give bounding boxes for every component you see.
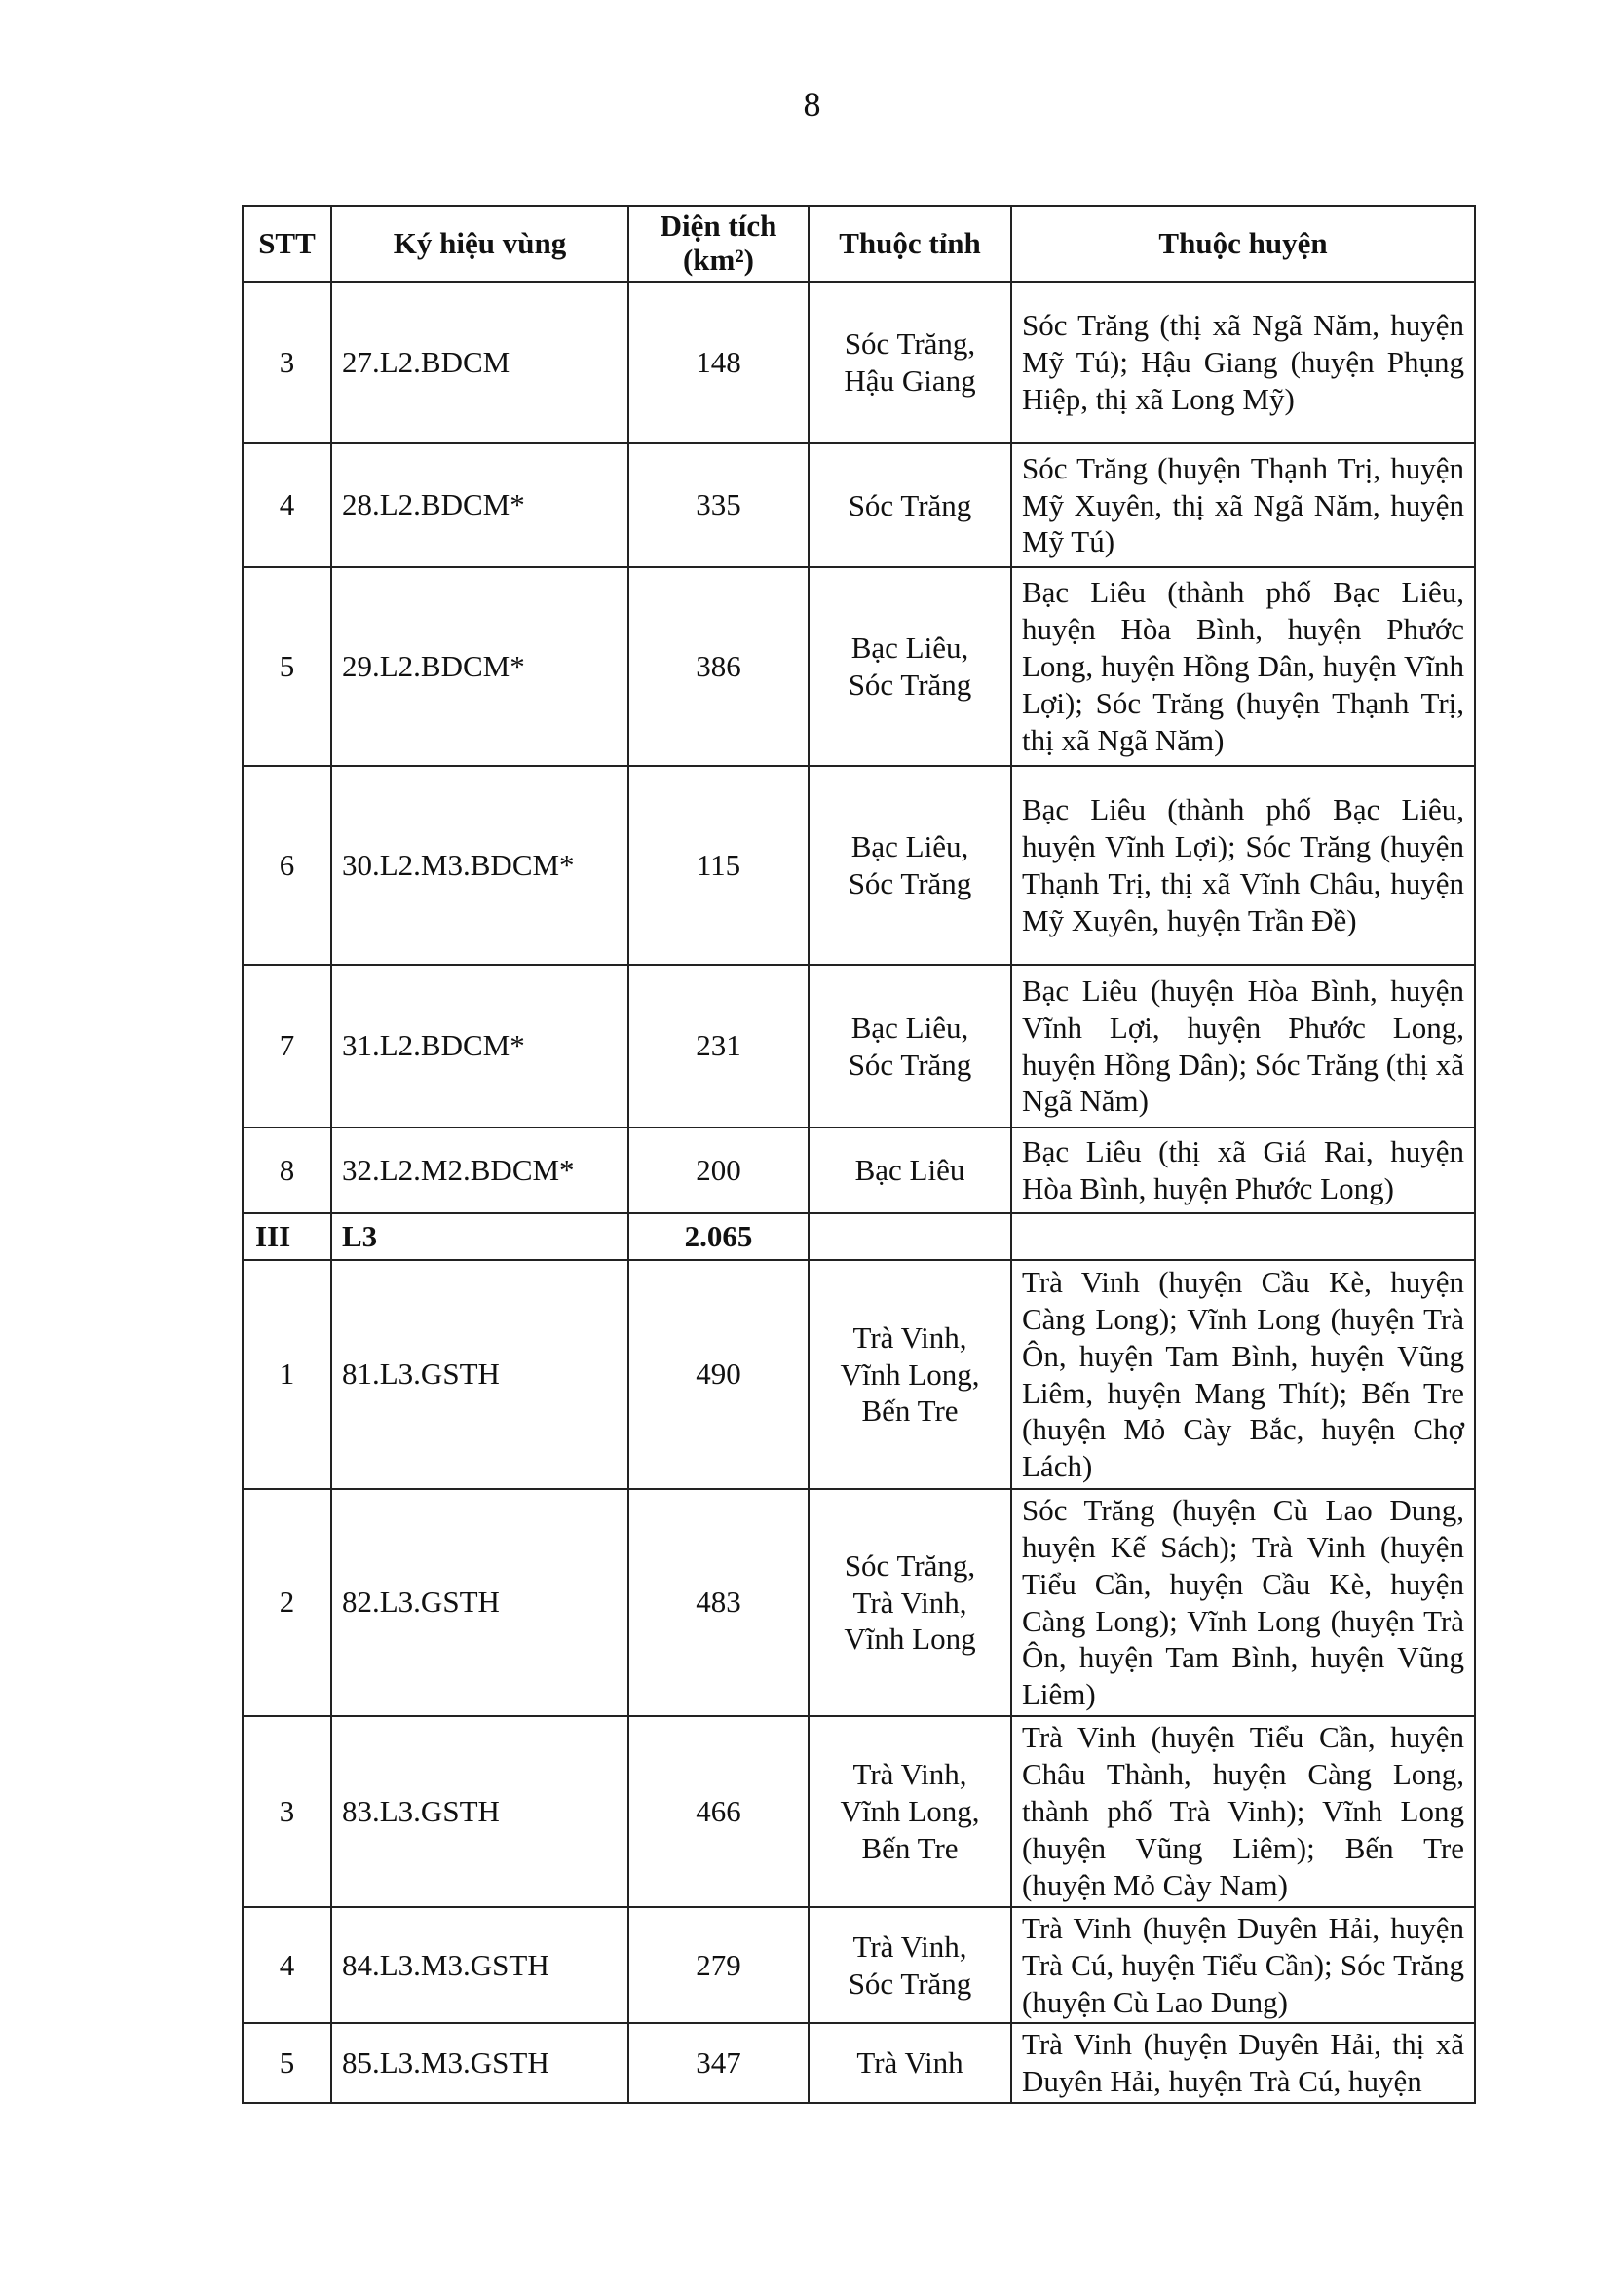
table-row: [243, 443, 1475, 567]
header-province: Thuộc tỉnh: [809, 206, 1011, 282]
table-row: [243, 1489, 1475, 1716]
page-number: 8: [803, 85, 821, 124]
cell-stt: 5: [243, 567, 331, 766]
cell-district: Trà Vinh (huyện Tiểu Cần, huyện Châu Thành, huyện Càng Long, thành phố Trà Vinh); Vĩnh Long (huyện Vũng Liêm); Bến Tre (huyện Mỏ Cày Nam): [1011, 1716, 1475, 1907]
cell-zone-code: 30.L2.M3.BDCM*: [331, 766, 628, 965]
cell-district: Bạc Liêu (huyện Hòa Bình, huyện Vĩnh Lợi, huyện Phước Long, huyện Hồng Dân); Sóc Trăng (thị xã Ngã Năm): [1011, 965, 1475, 1127]
province-line: Vĩnh Long: [844, 1622, 976, 1657]
cell-area: 483: [628, 1489, 809, 1716]
cell-stt: 3: [243, 282, 331, 443]
province-line: Vĩnh Long,: [840, 1794, 980, 1829]
cell-district: Trà Vinh (huyện Cầu Kè, huyện Càng Long); Vĩnh Long (huyện Trà Ôn, huyện Tam Bình, huyện Vũng Liêm, huyện Mang Thít); Bến Tre (huyện Mỏ Cày Bắc, huyện Chợ Lách): [1011, 1260, 1475, 1489]
province-line: Sóc Trăng,: [844, 1548, 976, 1583]
province-line: Bạc Liêu,: [850, 829, 969, 864]
province-line: Trà Vinh,: [852, 1585, 967, 1620]
cell-zone-code: 83.L3.GSTH: [331, 1716, 628, 1907]
province-line: Trà Vinh: [856, 2045, 963, 2081]
section-area: 2.065: [628, 1213, 809, 1260]
cell-area: 200: [628, 1127, 809, 1213]
cell-stt: 3: [243, 1716, 331, 1907]
table-row: [243, 965, 1475, 1127]
cell-district: Bạc Liêu (thành phố Bạc Liêu, huyện Hòa Bình, huyện Phước Long, huyện Hồng Dân, huyện Vĩnh Lợi); Sóc Trăng (huyện Thạnh Trị, thị xã Ngã Năm): [1011, 567, 1475, 766]
cell-zone-code: 81.L3.GSTH: [331, 1260, 628, 1489]
table-row: [243, 766, 1475, 965]
header-area: Diện tích (km²): [628, 206, 809, 282]
province-line: Trà Vinh,: [852, 1929, 967, 1964]
cell-stt: 4: [243, 443, 331, 567]
province-line: Bến Tre: [861, 1394, 959, 1429]
cell-province: [809, 1907, 1011, 2023]
cell-province: [809, 1716, 1011, 1907]
table-row: [243, 1127, 1475, 1213]
province-line: Sóc Trăng: [848, 1966, 972, 2001]
cell-province: [809, 766, 1011, 965]
cell-area: 335: [628, 443, 809, 567]
cell-stt: 1: [243, 1260, 331, 1489]
cell-stt: 8: [243, 1127, 331, 1213]
cell-area: 490: [628, 1260, 809, 1489]
table-row: [243, 282, 1475, 443]
cell-province: [809, 2023, 1011, 2103]
cell-area: 115: [628, 766, 809, 965]
cell-stt: 5: [243, 2023, 331, 2103]
province-line: Bạc Liêu,: [850, 631, 969, 666]
table-row: [243, 1260, 1475, 1489]
cell-zone-code: 82.L3.GSTH: [331, 1489, 628, 1716]
section-code: L3: [331, 1213, 628, 1260]
cell-province: [809, 1260, 1011, 1489]
cell-area: 347: [628, 2023, 809, 2103]
cell-zone-code: 32.L2.M2.BDCM*: [331, 1127, 628, 1213]
cell-zone-code: 29.L2.BDCM*: [331, 567, 628, 766]
cell-province: [809, 1127, 1011, 1213]
cell-zone-code: 84.L3.M3.GSTH: [331, 1907, 628, 2023]
province-line: Hậu Giang: [844, 363, 976, 398]
section-province: [809, 1213, 1011, 1260]
header-stt: STT: [243, 206, 331, 282]
section-district: [1011, 1213, 1475, 1260]
cell-district: Trà Vinh (huyện Duyên Hải, thị xã Duyên Hải, huyện Trà Cú, huyện: [1011, 2023, 1475, 2103]
cell-district: Sóc Trăng (huyện Cù Lao Dung, huyện Kế Sách); Trà Vinh (huyện Tiểu Cần, huyện Cầu Kè, huyện Càng Long); Vĩnh Long (huyện Trà Ôn, huyện Tam Bình, huyện Vũng Liêm): [1011, 1489, 1475, 1716]
cell-area: 148: [628, 282, 809, 443]
cell-stt: 4: [243, 1907, 331, 2023]
cell-stt: 2: [243, 1489, 331, 1716]
table-row: [243, 2023, 1475, 2103]
header-zone-code: Ký hiệu vùng: [331, 206, 628, 282]
province-line: Sóc Trăng: [848, 487, 972, 522]
province-line: Bến Tre: [861, 1830, 959, 1865]
cell-area: 279: [628, 1907, 809, 2023]
cell-stt: 6: [243, 766, 331, 965]
cell-zone-code: 85.L3.M3.GSTH: [331, 2023, 628, 2103]
table-row: [243, 567, 1475, 766]
cell-area: 386: [628, 567, 809, 766]
cell-district: Bạc Liêu (thị xã Giá Rai, huyện Hòa Bình, huyện Phước Long): [1011, 1127, 1475, 1213]
section-number: III: [243, 1213, 331, 1260]
cell-province: [809, 1489, 1011, 1716]
cell-zone-code: 28.L2.BDCM*: [331, 443, 628, 567]
cell-district: Bạc Liêu (thành phố Bạc Liêu, huyện Vĩnh Lợi); Sóc Trăng (huyện Thạnh Trị, thị xã Vĩnh Châu, huyện Mỹ Xuyên, huyện Trần Đề): [1011, 766, 1475, 965]
cell-district: Sóc Trăng (huyện Thạnh Trị, huyện Mỹ Xuyên, thị xã Ngã Năm, huyện Mỹ Tú): [1011, 443, 1475, 567]
cell-province: [809, 567, 1011, 766]
cell-district: Sóc Trăng (thị xã Ngã Năm, huyện Mỹ Tú); Hậu Giang (huyện Phụng Hiệp, thị xã Long Mỹ): [1011, 282, 1475, 443]
cell-province: [809, 282, 1011, 443]
header-district: Thuộc huyện: [1011, 206, 1475, 282]
province-line: Sóc Trăng: [848, 1047, 972, 1082]
cell-province: [809, 965, 1011, 1127]
cell-province: [809, 443, 1011, 567]
cell-district: Trà Vinh (huyện Duyên Hải, huyện Trà Cú, huyện Tiểu Cần); Sóc Trăng (huyện Cù Lao Dung): [1011, 1907, 1475, 2023]
cell-area: 466: [628, 1716, 809, 1907]
zone-table: [242, 205, 1476, 2104]
cell-zone-code: 27.L2.BDCM: [331, 282, 628, 443]
table-header-row: [243, 206, 1475, 282]
province-line: Vĩnh Long,: [840, 1357, 980, 1392]
section-row: [243, 1213, 1475, 1260]
table-row: [243, 1716, 1475, 1907]
cell-zone-code: 31.L2.BDCM*: [331, 965, 628, 1127]
province-line: Trà Vinh,: [852, 1319, 967, 1355]
table-row: [243, 1907, 1475, 2023]
province-line: Bạc Liêu,: [850, 1010, 969, 1045]
province-line: Sóc Trăng: [848, 668, 972, 702]
province-line: Bạc Liêu: [854, 1153, 965, 1188]
province-line: Sóc Trăng,: [844, 326, 976, 362]
cell-area: 231: [628, 965, 809, 1127]
cell-stt: 7: [243, 965, 331, 1127]
province-line: Sóc Trăng: [848, 866, 972, 900]
province-line: Trà Vinh,: [852, 1757, 967, 1792]
